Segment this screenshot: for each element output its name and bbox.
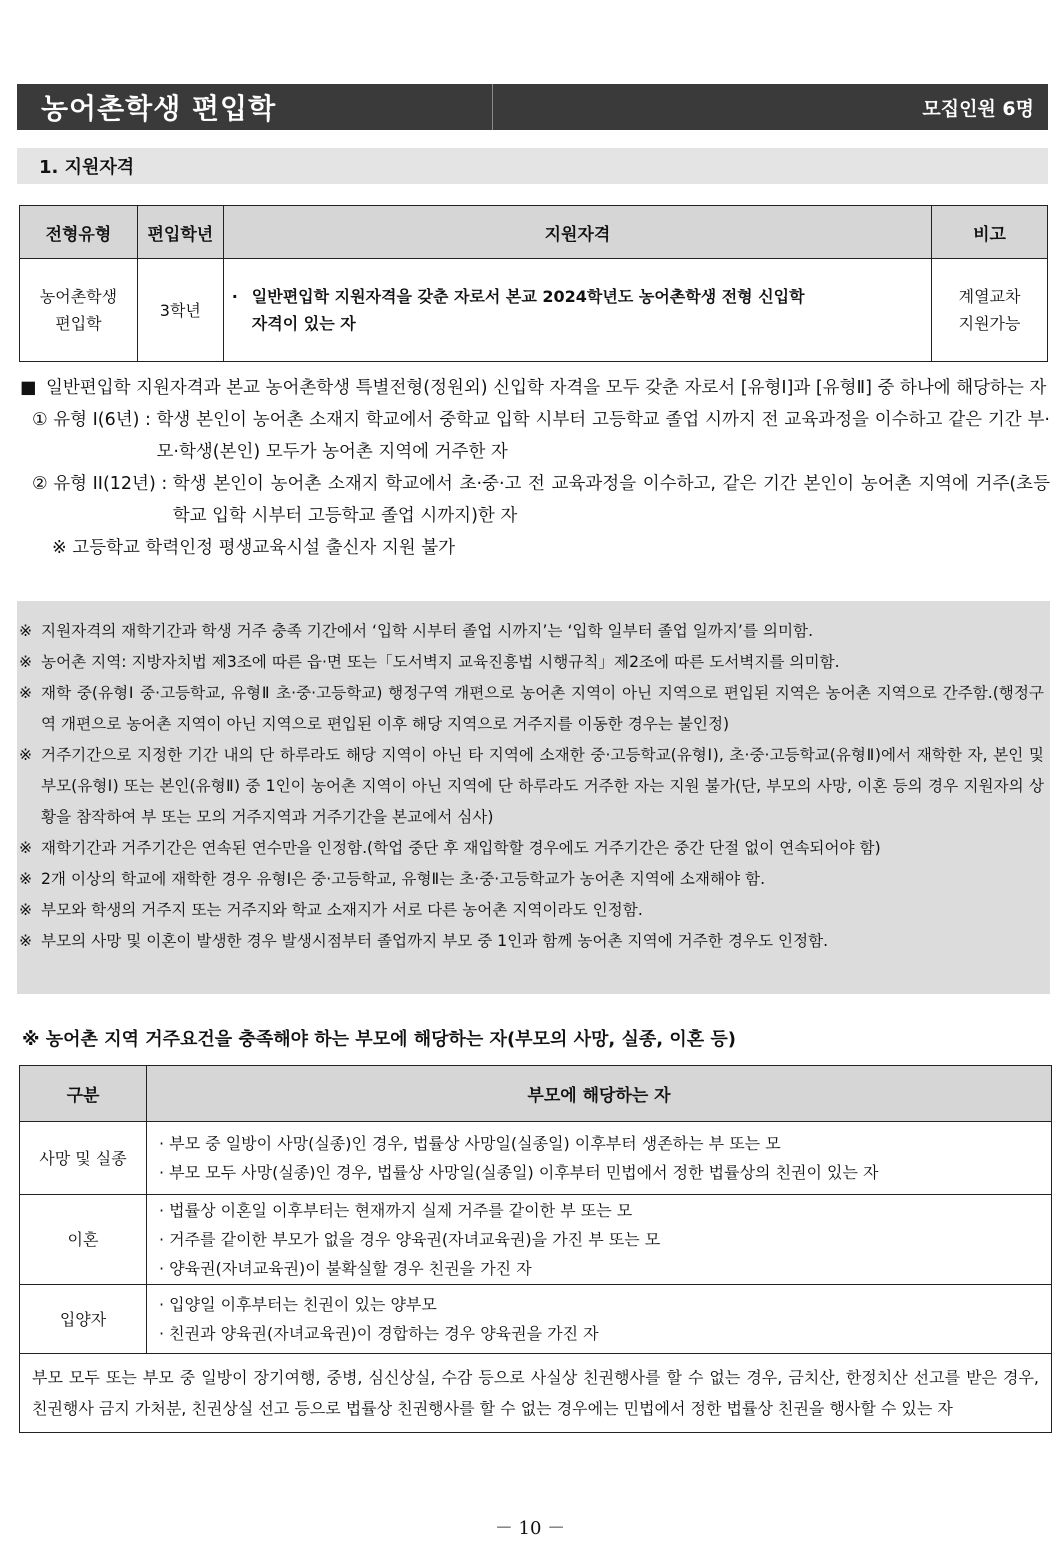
qual-line: [232, 283, 930, 310]
note-text: 부모와 학생의 거주지 또는 거주지와 학교 소재지가 서로 다른 농어촌 지역이라도 인정함.: [41, 901, 643, 919]
reference-mark: ※: [19, 684, 33, 702]
table-header-row: [20, 1066, 1052, 1122]
description-line: · 부모 중 일방이 사망(실종)인 경우, 법률상 사망일(실종일) 이후부터 생존하는 부 또는 모: [159, 1134, 781, 1153]
quota-label: 모집인원 6명: [922, 97, 1034, 120]
description-line: · 법률상 이혼일 이후부터는 현재까지 실제 거주를 같이한 부 또는 모: [159, 1201, 633, 1220]
cell-grade: 3학년: [137, 259, 223, 362]
type-line: 편입학: [55, 314, 102, 333]
note-text: 농어촌 지역: 지방자치법 제3조에 따른 읍·면 또는「도서벽지 교육진흥법 시행규칙」제2조에 따른 도서벽지를 의미함.: [41, 653, 840, 671]
note-text: 재학 중(유형Ⅰ 중·고등학교, 유형Ⅱ 초·중·고등학교) 행정구역 개편으로 농어촌 지역이 아닌 지역으로 편입된 지역은 농어촌 지역으로 간주함.(행정구역 개편으로 농어촌 지역이 아닌 지역으로 편입된 이후 해당 지역으로 거주지를 이동한 경우는 불인정): [41, 684, 1044, 733]
table-row: [20, 1354, 1052, 1433]
type2-rule: [20, 468, 1050, 532]
main-rule-text: 일반편입학 지원자격과 본교 농어촌학생 특별전형(정원외) 신입학 자격을 모두 갖춘 자로서 [유형Ⅰ]과 [유형Ⅱ] 중 하나에 해당하는 자: [46, 378, 1047, 398]
parent-section-heading: ※ 농어촌 지역 거주요건을 충족해야 하는 부모에 해당하는 자(부모의 사망, 실종, 이혼 등): [22, 1029, 737, 1050]
note-text: 부모의 사망 및 이혼이 발생한 경우 발생시점부터 졸업까지 부모 중 1인과 함께 농어촌 지역에 거주한 경우도 인정함.: [41, 932, 829, 950]
type-line: 농어촌학생: [39, 287, 118, 306]
exclusion-note: ※ 고등학교 학력인정 평생교육시설 출신자 지원 불가: [52, 538, 456, 558]
note-item: [19, 740, 1044, 833]
qual-text: 자격이 있는 자: [251, 314, 356, 333]
note-item: [19, 678, 1044, 740]
note-text: 재학기간과 거주기간은 연속된 연수만을 인정함.(학업 중단 후 재입학할 경우에도 거주기간은 중간 단절 없이 연속되어야 함): [41, 839, 881, 857]
description-line: · 부모 모두 사망(실종)인 경우, 법률상 사망일(실종일) 이후부터 민법에서 정한 법률상의 친권이 있는 자: [159, 1163, 879, 1182]
note-item: [19, 647, 1044, 678]
description-line: · 친권과 양육권(자녀교육권)이 경합하는 경우 양육권을 가진 자: [159, 1324, 599, 1343]
reference-mark: ※: [19, 622, 33, 640]
page-title: 농어촌학생 편입학: [41, 92, 277, 125]
col-header-parent: 부모에 해당하는 자: [147, 1066, 1052, 1122]
section-title: 1. 지원자격: [39, 157, 135, 178]
cell-qualification: [223, 259, 931, 362]
type1-text: 학생 본인이 농어촌 소재지 학교에서 중학교 입학 시부터 고등학교 졸업 시까지 전 교육과정을 이수하고 같은 기간 부·모·학생(본인) 모두가 농어촌 지역에 거주한 자: [156, 410, 1050, 462]
col-header-qualification: 지원자격: [223, 206, 931, 259]
category-cell: 사망 및 실종: [20, 1122, 147, 1195]
note-line: 지원가능: [958, 314, 1021, 333]
table-header-row: [20, 206, 1048, 259]
main-rule: [20, 372, 1050, 404]
type2-text: 학생 본인이 농어촌 소재지 학교에서 초·중·고 전 교육과정을 이수하고, 같은 기간 본인이 농어촌 지역에 거주(초등학교 입학 시부터 고등학교 졸업 시까지)한 자: [172, 474, 1050, 526]
note-item: [19, 895, 1044, 926]
type1-rule: [20, 404, 1050, 468]
reference-mark: ※: [19, 839, 33, 857]
section-band: [17, 148, 1048, 184]
col-header-note: 비고: [932, 206, 1048, 259]
description-line: · 입양일 이후부터는 친권이 있는 양부모: [159, 1295, 437, 1314]
table-row: [20, 259, 1048, 362]
note-item: [19, 926, 1044, 957]
description-cell: [147, 1195, 1052, 1285]
eligibility-table: [19, 205, 1048, 362]
rules-block: [20, 372, 1050, 564]
description-line: · 거주를 같이한 부모가 없을 경우 양육권(자녀교육권)을 가진 부 또는 모: [159, 1230, 661, 1249]
description-cell: [147, 1122, 1052, 1195]
col-header-category: 구분: [20, 1066, 147, 1122]
table-row: [20, 1195, 1052, 1285]
reference-mark: ※: [19, 901, 33, 919]
header-quota-cell: [493, 84, 1048, 130]
qual-text: 일반편입학 지원자격을 갖춘 자로서 본교 2024학년도 농어촌학생 전형 신입학: [251, 287, 805, 306]
cell-type: [20, 259, 138, 362]
reference-mark: ※: [19, 653, 33, 671]
bullet-dot: ·: [231, 287, 238, 306]
page-number: － 10 －: [494, 1518, 566, 1539]
table-row: [20, 1285, 1052, 1354]
type2-label: ② 유형 II(12년) :: [32, 474, 173, 494]
type1-label: ① 유형 I(6년) :: [32, 410, 157, 430]
description-cell: [147, 1285, 1052, 1354]
footer-cell: 부모 모두 또는 부모 중 일방이 장기여행, 중병, 심신상실, 수감 등으로 사실상 친권행사를 할 수 없는 경우, 금치산, 한정치산 선고를 받은 경우, 친권행사 금지 가처분, 친권상실 선고 등으로 법률상 친권행사를 할 수 없는 경우에는 민법에서 정한 법률상 친권을 행사할 수 있는 자: [20, 1354, 1052, 1433]
note-text: 지원자격의 재학기간과 학생 거주 충족 기간에서 ‘입학 시부터 졸업 시까지’는 ‘입학 일부터 졸업 일까지’를 의미함.: [41, 622, 814, 640]
note-line: 계열교차: [958, 287, 1021, 306]
reference-mark: ※: [19, 746, 33, 764]
description-line: · 양육권(자녀교육권)이 불확실할 경우 친권을 가진 자: [159, 1259, 532, 1278]
header-title-cell: [17, 84, 493, 130]
note-item: [19, 833, 1044, 864]
note-text: 거주기간으로 지정한 기간 내의 단 하루라도 해당 지역이 아닌 타 지역에 소재한 중·고등학교(유형Ⅰ), 초·중·고등학교(유형Ⅱ)에서 재학한 자, 본인 및 부모(유형Ⅰ) 또는 본인(유형Ⅱ) 중 1인이 농어촌 지역이 아닌 지역에 단 하루라도 거주한 자는 지원 불가(단, 부모의 사망, 이혼 등의 경우 지원자의 상황을 참작하여 부 또는 모의 거주지역과 거주기간을 본교에서 심사): [41, 746, 1044, 826]
note-text: 2개 이상의 학교에 재학한 경우 유형Ⅰ은 중·고등학교, 유형Ⅱ는 초·중·고등학교가 농어촌 지역에 소재해야 함.: [41, 870, 766, 888]
col-header-type: 전형유형: [20, 206, 138, 259]
section-header-bar: [17, 84, 1048, 130]
reference-mark: ※: [19, 932, 33, 950]
notes-box: [17, 601, 1050, 994]
category-cell: 이혼: [20, 1195, 147, 1285]
square-bullet-icon: ■: [20, 378, 37, 398]
reference-mark: ※: [19, 870, 33, 888]
parent-table: [19, 1065, 1052, 1433]
col-header-grade: 편입학년: [137, 206, 223, 259]
table-row: [20, 1122, 1052, 1195]
category-cell: 입양자: [20, 1285, 147, 1354]
note-item: [19, 864, 1044, 895]
cell-note: [932, 259, 1048, 362]
qual-line: [232, 310, 930, 337]
note-item: [19, 616, 1044, 647]
